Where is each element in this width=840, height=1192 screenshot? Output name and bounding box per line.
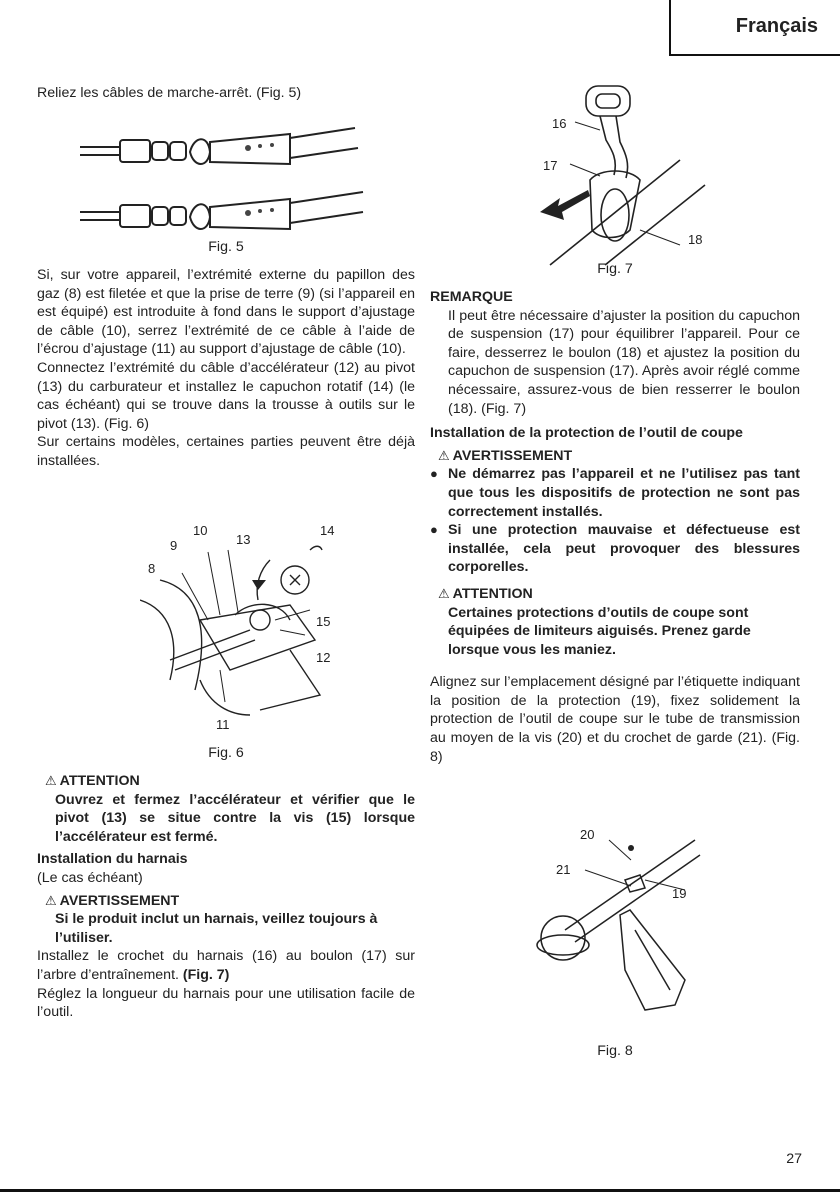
fig6-label: 10 [193,523,208,538]
page-number: 27 [786,1151,802,1167]
bullet-text: Ne démarrez pas l’appareil et ne l’utilisez pas tant que tous les dispositifs de protection ne sont pas correctement installés. [448,466,800,520]
fig5-caption: Fig. 5 [208,239,244,255]
warning-bullet [430,465,800,521]
left-column [37,84,415,103]
bullet-dot-icon: ● [430,522,438,538]
paragraph: Sur certains modèles, certaines parties peuvent être déjà installées. [37,434,415,469]
paragraph: Reliez les câbles de marche-arrêt. (Fig. 5) [37,85,302,101]
warning-triangle-icon: ⚠ [45,773,57,788]
fig7-label: 17 [543,158,558,173]
bullet-dot-icon: ● [430,466,438,482]
attention-text: Certaines protections d’outils de coupe sont équipées de limiteurs aiguisés. Prenez garde lorsque vous les maniez. [448,604,751,658]
fig6-label: 8 [148,561,156,576]
bullet-text: Si une protection mauvaise et défectueuse est installée, cela peut provoquer des blessures corporelles. [448,522,800,576]
section-heading: Installation de la protection de l’outil de coupe [430,425,743,442]
fig6-caption: Fig. 6 [208,745,244,761]
language-tab [669,0,840,56]
fig7-label: 16 [552,116,567,131]
fig7-label: 18 [688,232,703,247]
right-body [430,288,800,766]
paragraph-text: Installez le crochet du harnais (16) au boulon (17) sur l’arbre d’entraînement. [37,948,415,983]
fig8-caption: Fig. 8 [597,1043,633,1059]
fig6-label: 15 [316,614,331,629]
fig8-label: 20 [580,827,595,842]
remarque-heading: REMARQUE [430,289,513,305]
paragraph: Réglez la longueur du harnais pour une utilisation facile de l’outil. [37,985,415,1021]
warning-triangle-icon: ⚠ [45,892,57,908]
section-subheading: (Le cas échéant) [37,869,143,886]
warning-triangle-icon: ⚠ [438,447,450,463]
paragraph: Connectez l’extrémité du câble d’accélérateur (12) au pivot (13) du carburateur et installez le capuchon rotatif (14) (le cas échéant) qui se trouve dans la trousse à outils sur le pivot (13). (Fig. 6) [37,359,415,432]
attention-title: ATTENTION [452,585,533,602]
left-lower [37,772,415,1022]
figure-reference: (Fig. 7) [182,966,230,983]
warning-heading [430,447,800,466]
fig6-label: 11 [216,717,230,732]
fig6-label: 14 [320,523,335,538]
remarque-text: Il peut être nécessaire d’ajuster la position du capuchon de suspension (17) pour équilibrer l’appareil. Pour ce faire, desserrez le boulon (18) et ajustez la position du capuchon de suspension (17). Après avoir réglé comme nécessaire, assurez-vous de bien resserrer le boulon (18). (Fig. 7) [448,307,800,417]
section-heading: Installation du harnais [37,851,188,868]
attention-heading [37,772,415,791]
language-label: Français [735,15,818,37]
fig8-label: 21 [556,862,571,877]
warning-title: AVERTISSEMENT [452,447,573,464]
paragraph: Si, sur votre appareil, l’extrémité externe du papillon des gaz (8) est filetée et que la prise de terre (9) (si l’appareil en est équipé) est introduite à fond dans le support d’ajustage de câble (10), serrez l’extrémité de ce câble à l’aide de l’écrou d’ajustage (11) au support d’ajustage de câble (10). [37,267,415,358]
paragraph: Alignez sur l’emplacement désigné par l’étiquette indiquant la position de la protection (19), fixez solidement la protection de l’outil de coupe sur le tube de transmission au moyen de la vis (20) et du crochet de garde (21). (Fig. 8) [430,674,800,765]
fig6-label: 9 [170,538,178,553]
fig5-cable-illustration [80,112,380,240]
attention-text: Ouvrez et fermez l’accélérateur et vérifier que le pivot (13) se situe contre la vis (15) lorsque l’accélérateur est fermé. [55,791,415,845]
warning-text: Si le produit inclut un harnais, veillez toujours à l’utiliser. [55,911,378,946]
warning-bullet [430,521,800,577]
attention-heading [430,585,800,604]
fig6-label: 12 [316,650,331,665]
fig8-guard-illustration [535,820,705,1020]
fig8-label: 19 [672,886,687,901]
warning-title: AVERTISSEMENT [59,892,180,909]
fig6-label: 13 [236,532,251,547]
warning-heading [37,892,415,911]
fig7-caption: Fig. 7 [597,261,633,277]
left-body [37,266,415,471]
paragraph [37,947,415,984]
attention-title: ATTENTION [59,773,140,789]
warning-triangle-icon: ⚠ [438,585,450,601]
